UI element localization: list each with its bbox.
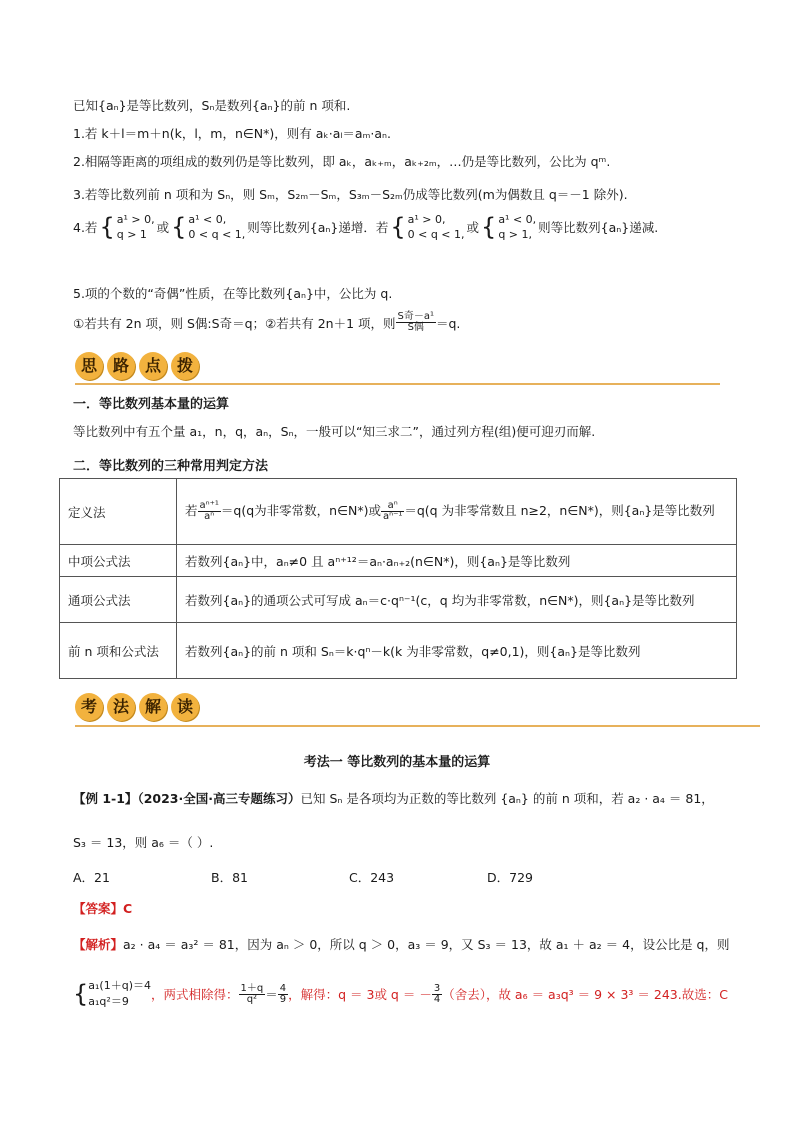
section-1-title: 一．等比数列基本量的运算: [73, 397, 230, 412]
fraction-numerator: aⁿ⁺¹: [199, 500, 219, 511]
answer-line: [73, 899, 132, 917]
method-name: 前 n 项和公式法: [60, 623, 177, 679]
condition-2-a: a¹ < 0,: [188, 213, 227, 226]
equation-system: [88, 978, 151, 1010]
banner-char: 拨: [171, 352, 199, 380]
fraction-numerator: 3: [433, 982, 441, 994]
condition-3-b: 0 < q < 1,: [407, 228, 465, 241]
property-5b-end: ＝q.: [435, 315, 461, 331]
banner-char: 解: [139, 693, 167, 721]
ratio-fraction: [198, 501, 221, 522]
brace-glyph: {: [171, 213, 187, 241]
analysis-text: ，两式相除得：: [151, 987, 239, 1002]
analysis-label: 【解析】: [73, 937, 124, 952]
property-2: 2.相隔等距离的项组成的数列仍是等比数列，即 aₖ，aₖ₊ₘ，aₖ₊₂ₘ，…仍是等比数列，公比为 qᵐ.: [73, 154, 611, 169]
option-c[interactable]: C．243: [349, 870, 395, 885]
decreasing-text: 则等比数列{aₙ}递减.: [538, 220, 659, 235]
ratio-fraction: [381, 501, 404, 522]
table-row: [60, 623, 737, 679]
fraction-denominator: 4: [433, 993, 441, 1005]
brace-glyph: {: [481, 213, 497, 241]
property-4-lead: 4.若: [73, 220, 98, 235]
method-description: 若数列{aₙ}中，aₙ≠0 且 aⁿ⁺¹²＝aₙ·aₙ₊₂(n∈N*)，则{aₙ}是等比数列: [177, 545, 737, 577]
method-description: 若数列{aₙ}的前 n 项和 Sₙ＝k·qⁿ－k(k 为非零常数，q≠0,1)，则{aₙ}是等比数列: [177, 623, 737, 679]
condition-3-a: a¹ > 0,: [407, 213, 446, 226]
condition-2: [188, 212, 245, 242]
desc-text: 若: [185, 503, 198, 518]
banner-char: 法: [107, 693, 135, 721]
final-answer: C: [719, 986, 728, 1002]
option-d[interactable]: D．729: [487, 870, 533, 885]
property-5b-lead: ①若共有 2n 项，则 S偶:S奇＝q；②若共有 2n＋1 项，则: [73, 315, 396, 331]
property-5b: [73, 312, 460, 333]
desc-text: ＝q(q 为非零常数且 n≥2，n∈N*)，则{aₙ}是等比数列: [404, 503, 715, 518]
condition-1: [117, 212, 155, 242]
equals-sign: ＝: [265, 987, 278, 1002]
analysis-line-2: [73, 978, 728, 1010]
fraction-denominator: S偶: [407, 322, 424, 333]
table-row: [60, 577, 737, 623]
property-5: 5.项的个数的“奇偶”性质，在等比数列{aₙ}中，公比为 q.: [73, 286, 393, 301]
fraction-denominator: aⁿ⁻¹: [382, 511, 403, 522]
condition-2-b: 0 < q < 1,: [188, 228, 246, 241]
condition-4-b: q > 1,: [498, 228, 532, 241]
brace-glyph: {: [99, 213, 115, 241]
condition-4-a: a¹ < 0,: [498, 213, 537, 226]
banner-rule: [75, 383, 720, 385]
analysis-line-1: [73, 935, 730, 953]
equation-1: a₁(1＋q)＝4: [88, 979, 151, 992]
methods-table: [59, 478, 737, 679]
odd-even-fraction: [396, 312, 436, 333]
table-row: [60, 479, 737, 545]
banner-method-reading: [75, 693, 203, 729]
rejected-root-fraction: [432, 984, 442, 1005]
analysis-text: （舍去），故 a₆ ＝ a₃q³ ＝ 9 × 3³ ＝ 243.故选：: [442, 987, 720, 1002]
example-tag: 【例 1-1】: [73, 791, 138, 806]
example-stem-2: S₃ ＝ 13，则 a₆ ＝（ ）.: [73, 835, 214, 850]
method-title: 考法一 等比数列的基本量的运算: [303, 755, 491, 770]
table-row: [60, 545, 737, 577]
property-3: 3.若等比数列前 n 项和为 Sₙ，则 Sₘ，S₂ₘ－Sₘ，S₃ₘ－S₂ₘ仍成等比数列(m为偶数且 q＝－1 除外).: [73, 187, 628, 202]
analysis-text: a₂ · a₄ ＝ a₃² ＝ 81，因为 aₙ ＞ 0，所以 q ＞ 0，a₃ ＝ 9，又 S₃ ＝ 13，故 a₁ ＋ a₂ ＝ 4，设公比是 q，则: [123, 937, 730, 952]
increasing-text: 则等比数列{aₙ}递增．若: [247, 220, 389, 235]
brace-glyph: {: [390, 213, 406, 241]
fraction-numerator: 1＋q: [240, 982, 264, 994]
or-word: 或: [466, 220, 480, 235]
method-name: 中项公式法: [60, 545, 177, 577]
method-description: 若数列{aₙ}的通项公式可写成 aₙ＝c·qⁿ⁻¹(c，q 均为非零常数，n∈N*)，则{aₙ}是等比数列: [177, 577, 737, 623]
banner-char: 考: [75, 693, 103, 721]
property-1: 1.若 k＋l＝m＋n(k，l，m，n∈N*)，则有 aₖ·aₗ＝aₘ·aₙ.: [73, 126, 391, 141]
banner-char: 读: [171, 693, 199, 721]
banner-rule: [75, 725, 760, 727]
division-fraction: [239, 984, 266, 1005]
fraction-numerator: 4: [279, 982, 287, 994]
analysis-text: ，解得：q ＝ 3或 q ＝ －: [288, 987, 432, 1002]
method-description: [177, 479, 737, 545]
example-stem-text: 已知 Sₙ 是各项均为正数的等比数列 {aₙ} 的前 n 项和，若 a₂ · a₄ ＝ 81，: [300, 791, 714, 806]
example-source: （2023·全国·高三专题练习）: [137, 791, 301, 806]
banner-char: 点: [139, 352, 167, 380]
condition-4: [498, 212, 536, 242]
answer-label: 【答案】: [73, 901, 124, 916]
section-2-title: 二．等比数列的三种常用判定方法: [73, 459, 269, 474]
fraction-numerator: aⁿ: [381, 501, 404, 512]
ratio-fraction: [278, 984, 288, 1005]
fraction-denominator: 9: [279, 993, 287, 1005]
condition-1-a: a¹ > 0,: [116, 213, 155, 226]
method-name: 定义法: [60, 479, 177, 545]
banner-char: 路: [107, 352, 135, 380]
condition-1-b: q > 1: [116, 228, 147, 241]
brace-glyph: {: [73, 980, 89, 1008]
fraction-denominator: aⁿ: [204, 511, 215, 522]
example-stem-1: [73, 789, 714, 807]
condition-3: [408, 212, 465, 242]
intro-line: 已知{aₙ}是等比数列，Sₙ是数列{aₙ}的前 n 项和.: [73, 98, 351, 113]
banner-char: 思: [75, 352, 103, 380]
equation-2: a₁q²＝9: [88, 995, 129, 1008]
fraction-numerator: S奇－a¹: [397, 311, 434, 322]
section-1-text: 等比数列中有五个量 a₁，n，q，aₙ，Sₙ，一般可以“知三求二”，通过列方程(组)便可迎刃而解.: [73, 424, 596, 439]
fraction-denominator: q²: [246, 993, 258, 1005]
answer-value: C: [123, 901, 133, 916]
option-b[interactable]: B．81: [211, 870, 248, 885]
method-name: 通项公式法: [60, 577, 177, 623]
option-a[interactable]: A．21: [73, 870, 110, 885]
or-word: 或: [156, 220, 170, 235]
property-4: [73, 212, 658, 242]
desc-text: ＝q(q为非零常数，n∈N*)或: [220, 503, 381, 518]
